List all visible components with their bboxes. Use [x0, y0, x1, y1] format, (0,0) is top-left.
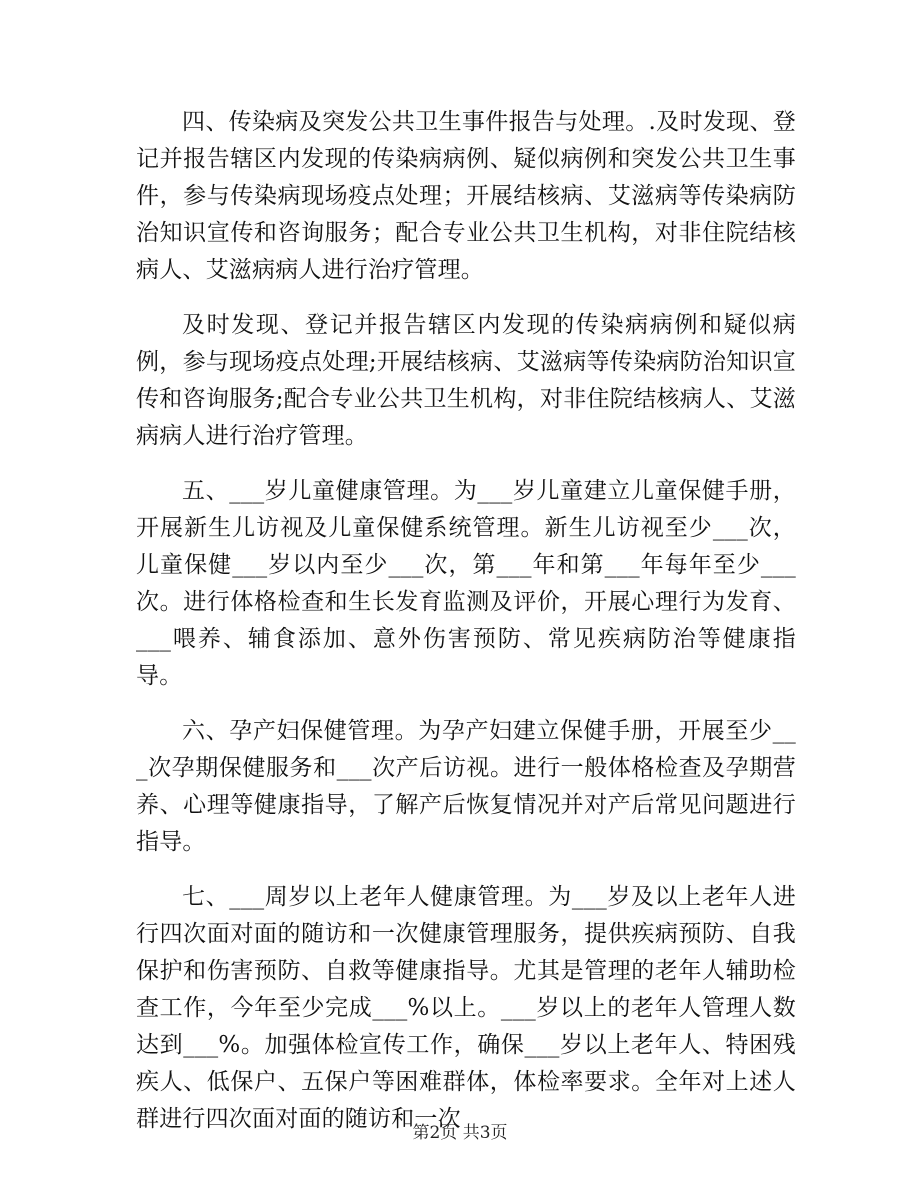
page-number-footer: 第2页 共3页	[412, 1123, 508, 1143]
paragraph-maternal-health: 六、孕产妇保健管理。为孕产妇建立保健手册，开展至少___次孕期保健服务和___次产后访视。进行一般体格检查及孕期营养、心理等健康指导，了解产后恢复情况并对产后常见问题进行指导。	[136, 718, 796, 855]
paragraph-infectious-disease-detail: 及时发现、登记并报告辖区内发现的传染病病例和疑似病例，参与现场疫点处理;开展结核病、艾滋病等传染病防治知识宣传和咨询服务;配合专业公共卫生机构，对非住院结核病人、艾滋病病人进行治疗管理。	[136, 312, 796, 449]
paragraph-child-health: 五、___岁儿童健康管理。为___岁儿童建立儿童保健手册，开展新生儿访视及儿童保健系统管理。新生儿访视至少___次，儿童保健___岁以内至少___次，第___年和第___年每年至少___次。进行体格检查和生长发育监测及评价，开展心理行为发育、___喂养、辅食添加、意外伤害预防、常见疾病防治等健康指导。	[136, 478, 796, 689]
paragraph-elderly-health: 七、___周岁以上老年人健康管理。为___岁及以上老年人进行四次面对面的随访和一次健康管理服务，提供疾病预防、自我保护和伤害预防、自救等健康指导。尤其是管理的老年人辅助检查工作，今年至少完成___%以上。___岁以上的老年人管理人数达到___%。加强体检宣传工作，确保___岁以上老年人、特困残疾人、低保户、五保户等困难群体，体检率要求。全年对上述人群进行四次面对面的随访和一次	[136, 884, 796, 1132]
paragraph-infectious-disease-report: 四、传染病及突发公共卫生事件报告与处理。.及时发现、登记并报告辖区内发现的传染病病例、疑似病例和突发公共卫生事件，参与传染病现场疫点处理；开展结核病、艾滋病等传染病防治知识宣传和咨询服务；配合专业公共卫生机构，对非住院结核病人、艾滋病病人进行治疗管理。	[136, 109, 796, 283]
document-body	[136, 104, 796, 1156]
